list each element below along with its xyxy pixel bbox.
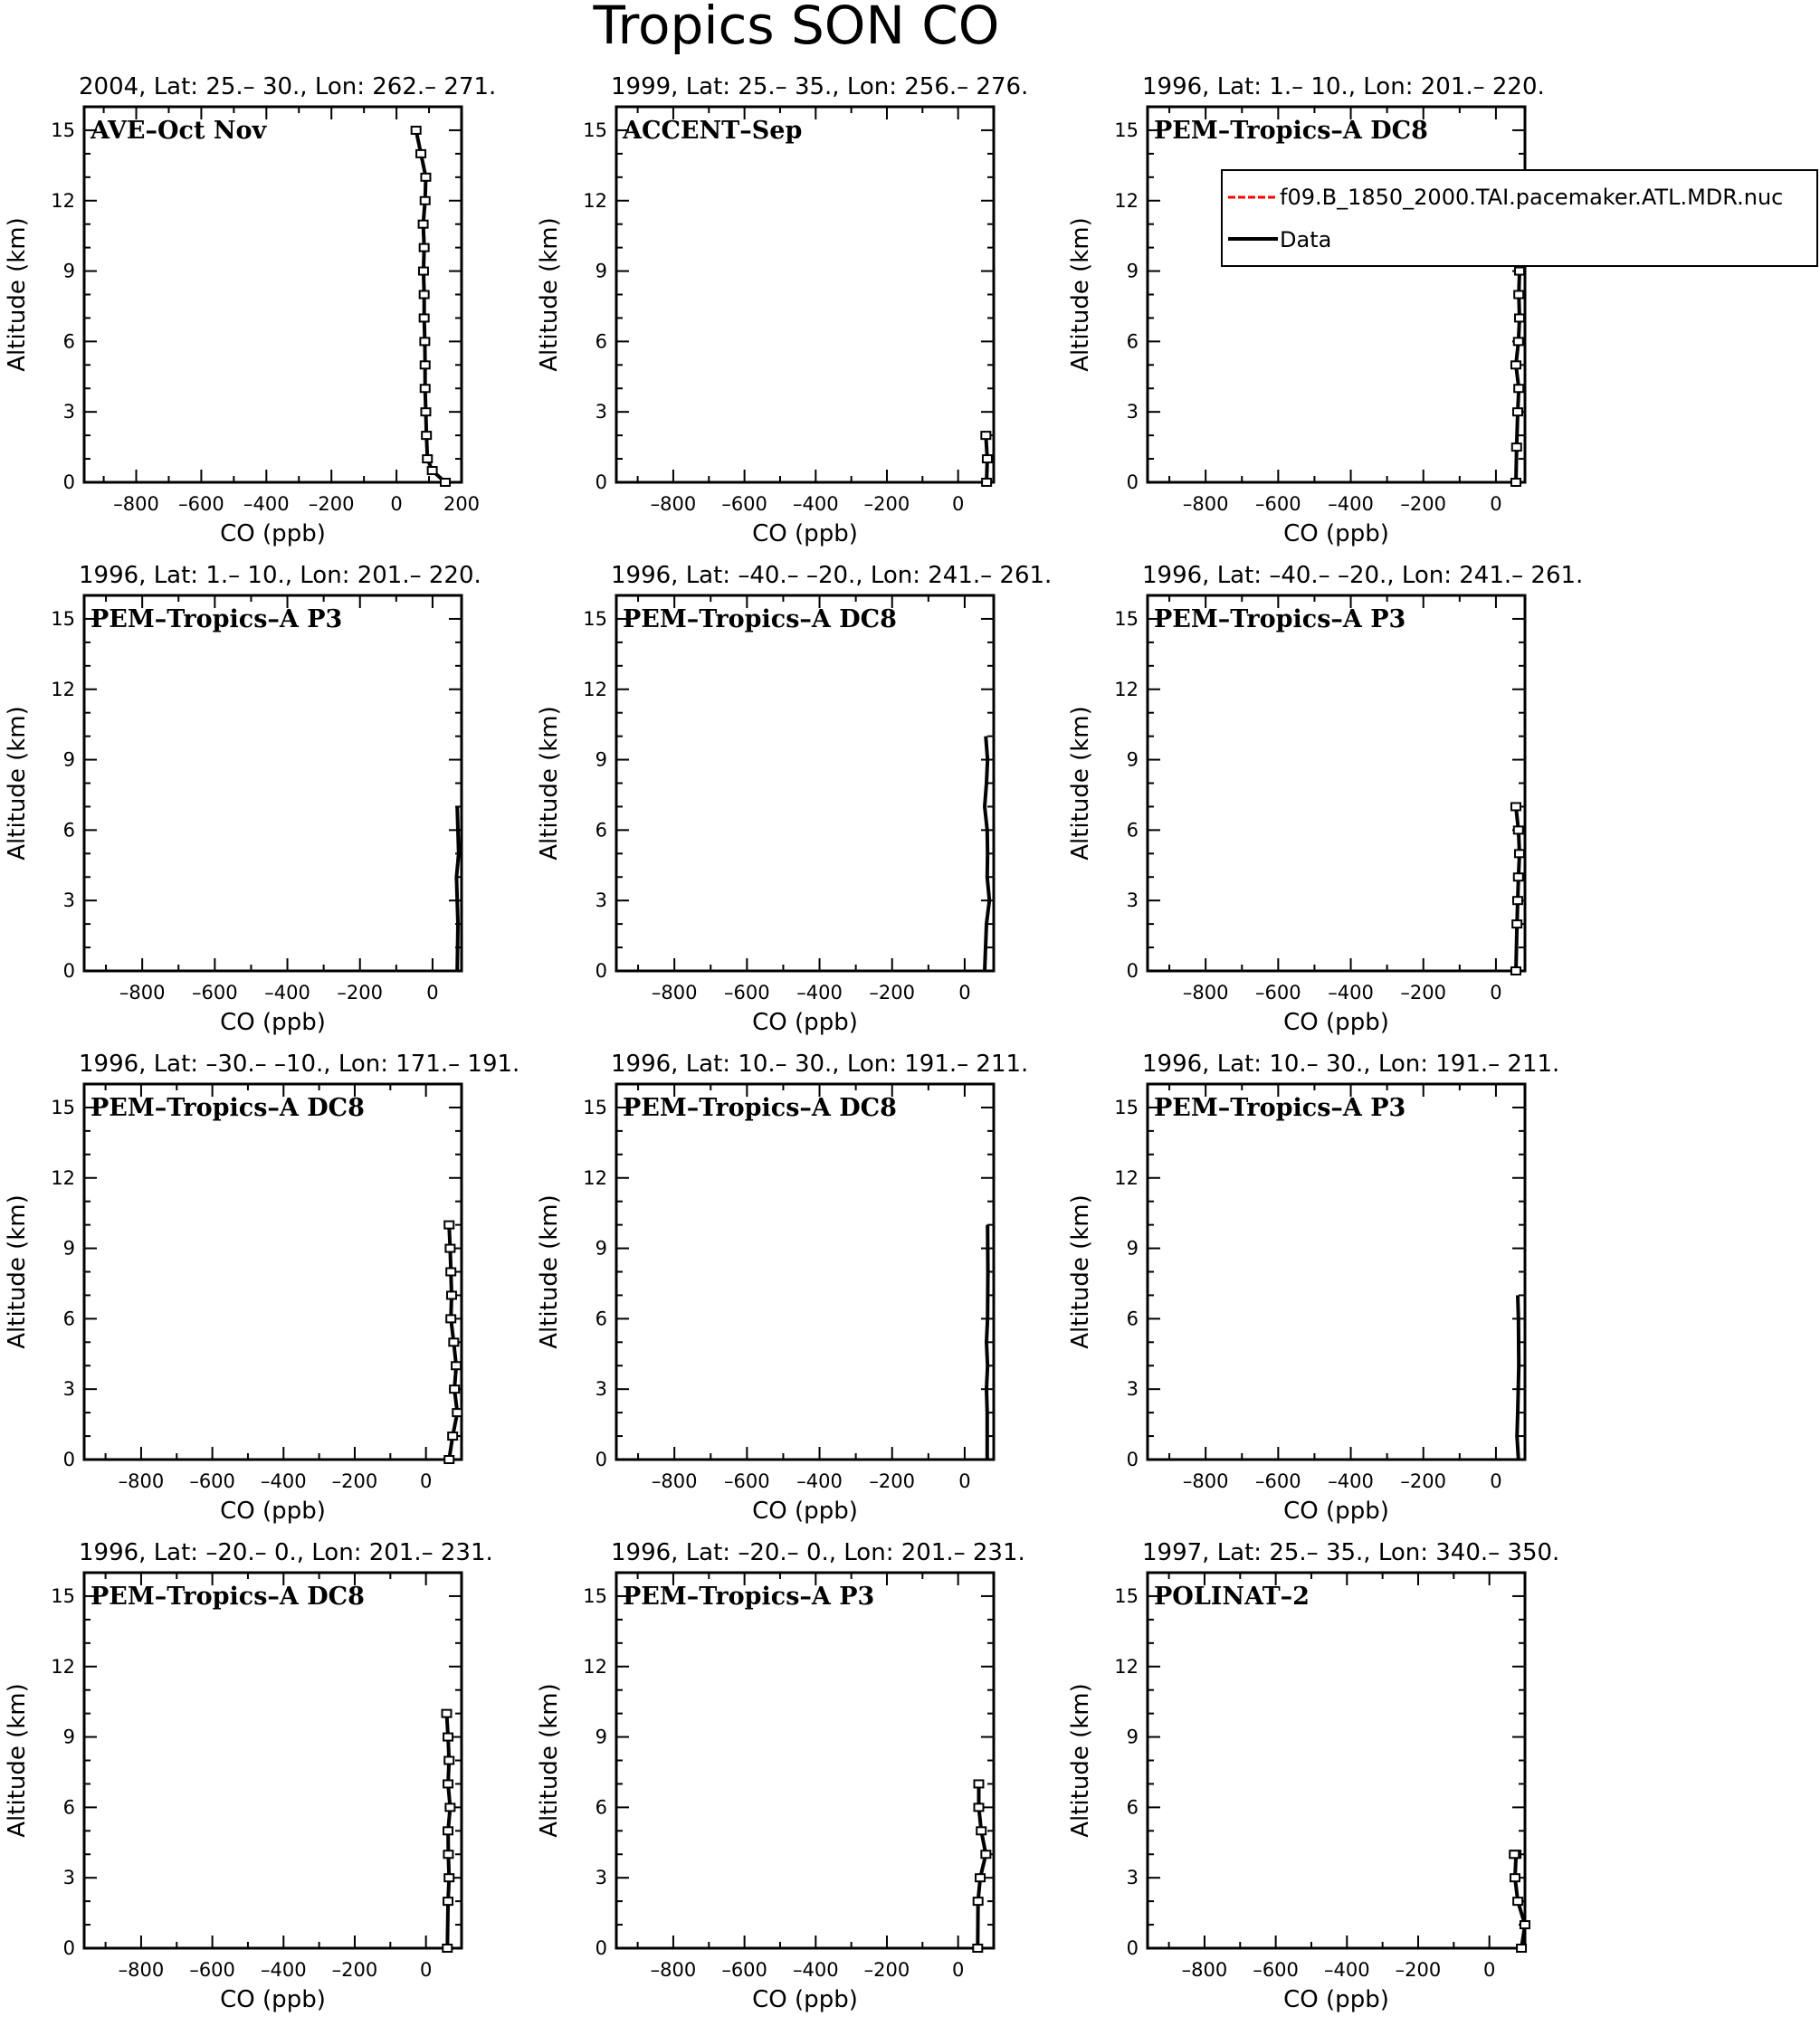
y-tick-label: 6: [595, 1308, 607, 1330]
x-tick-label: 0: [1490, 982, 1502, 1003]
x-tick-label: –600: [192, 982, 238, 1003]
y-tick-label: 6: [62, 1796, 75, 1819]
data-point: [1515, 314, 1524, 321]
y-tick-label: 12: [1114, 1655, 1139, 1678]
data-point: [446, 1315, 455, 1322]
y-tick-label: 6: [1126, 1796, 1139, 1819]
x-axis-label: CO (ppb): [220, 1498, 326, 1525]
panel-header: 1996, Lat: 10.– 30., Lon: 191.– 211.: [611, 1051, 1029, 1078]
y-axis-label: Altitude (km): [536, 217, 563, 372]
y-axis-label: Altitude (km): [536, 1683, 563, 1838]
data-point: [1513, 1898, 1522, 1905]
y-axis-label: Altitude (km): [1067, 706, 1094, 861]
data-point: [981, 1850, 990, 1858]
plot-frame: [616, 1573, 994, 1948]
y-tick-label: 15: [1114, 1584, 1139, 1607]
data-point: [453, 1409, 462, 1416]
y-tick-label: 0: [1126, 960, 1139, 982]
x-tick-label: 0: [419, 1959, 433, 1981]
panel-header: 1997, Lat: 25.– 35., Lon: 340.– 350.: [1142, 1539, 1560, 1566]
data-point: [443, 1734, 453, 1741]
x-tick-label: 0: [1490, 493, 1502, 515]
data-point: [447, 1291, 456, 1298]
y-tick-label: 0: [595, 471, 607, 493]
y-tick-label: 0: [62, 960, 75, 982]
mission-label: PEM–Tropics–A DC8: [1154, 117, 1428, 145]
y-tick-label: 12: [1114, 189, 1139, 212]
mission-label: PEM–Tropics–A DC8: [91, 1094, 365, 1122]
x-tick-label: –400: [1324, 1959, 1370, 1981]
data-point: [974, 1780, 983, 1787]
y-tick-label: 12: [51, 678, 75, 700]
x-tick-label: –400: [264, 982, 310, 1003]
data-point: [1520, 1921, 1529, 1928]
mission-label: POLINAT–2: [1154, 1583, 1310, 1611]
data-point: [448, 1432, 457, 1440]
y-axis-label: Altitude (km): [1067, 1194, 1094, 1349]
data-point: [1511, 803, 1520, 810]
data-point: [446, 1269, 455, 1276]
data-point: [412, 127, 421, 134]
x-tick-label: –800: [1182, 493, 1229, 515]
data-point: [442, 1710, 451, 1717]
y-tick-label: 3: [1126, 889, 1139, 912]
data-point: [420, 291, 429, 299]
x-tick-label: 0: [390, 493, 403, 515]
y-tick-label: 6: [62, 330, 75, 353]
y-tick-label: 6: [1126, 330, 1139, 353]
data-point: [419, 268, 428, 275]
data-point: [443, 1850, 453, 1858]
x-tick-label: –200: [863, 493, 910, 515]
panel: [4, 1051, 519, 1525]
y-tick-label: 12: [583, 1655, 607, 1678]
data-point: [420, 314, 429, 321]
data-profile-line: [456, 806, 458, 971]
y-tick-label: 15: [1114, 119, 1139, 141]
x-tick-label: –600: [721, 493, 767, 515]
x-tick-label: –200: [1400, 1470, 1447, 1492]
x-axis-label: CO (ppb): [1283, 1986, 1389, 2013]
plot-frame: [84, 595, 462, 971]
x-tick-label: –400: [793, 1959, 839, 1981]
y-tick-label: 3: [62, 401, 75, 423]
data-point: [973, 1945, 982, 1952]
data-point: [982, 479, 991, 486]
y-tick-label: 9: [1126, 1726, 1139, 1748]
panel-header: 2004, Lat: 25.– 30., Lon: 262.– 271.: [79, 73, 497, 100]
y-tick-label: 6: [595, 330, 607, 353]
data-point: [444, 1757, 453, 1764]
data-point: [444, 1456, 453, 1463]
y-axis-label: Altitude (km): [4, 1683, 31, 1838]
data-point: [421, 408, 430, 415]
plot-frame: [1148, 1084, 1525, 1460]
data-point: [1510, 1850, 1519, 1858]
y-tick-label: 15: [51, 1096, 75, 1118]
data-profile-line: [1517, 1295, 1519, 1460]
x-tick-label: –800: [119, 982, 166, 1003]
x-tick-label: –800: [1182, 1470, 1229, 1492]
x-axis-label: CO (ppb): [1283, 1009, 1389, 1036]
y-tick-label: 0: [1126, 471, 1139, 493]
data-point: [1514, 826, 1523, 833]
x-tick-label: –800: [1182, 982, 1229, 1003]
y-tick-label: 9: [62, 1726, 75, 1748]
x-tick-label: –800: [118, 1470, 165, 1492]
x-axis-label: CO (ppb): [1283, 520, 1389, 547]
x-tick-label: –600: [1255, 1470, 1301, 1492]
data-point: [445, 1245, 454, 1252]
data-point: [445, 1803, 454, 1811]
figure-title: Tropics SON CO: [593, 0, 1000, 56]
panel: [1067, 73, 1545, 547]
x-tick-label: –800: [1181, 1959, 1228, 1981]
data-point: [450, 1385, 459, 1393]
x-axis-label: CO (ppb): [752, 1986, 858, 2013]
x-tick-label: 0: [419, 1470, 433, 1492]
x-tick-label: –200: [331, 1470, 378, 1492]
x-tick-label: –200: [1395, 1959, 1442, 1981]
panel: [4, 562, 481, 1036]
mission-label: ACCENT–Sep: [623, 117, 803, 145]
y-tick-label: 15: [1114, 1096, 1139, 1118]
data-point: [1517, 1945, 1526, 1952]
y-tick-label: 0: [62, 1937, 75, 1959]
panel: [536, 1539, 1025, 2013]
y-tick-label: 9: [62, 260, 75, 282]
x-tick-label: 200: [443, 493, 481, 515]
x-tick-label: –800: [650, 1959, 697, 1981]
data-point: [977, 1827, 986, 1834]
x-tick-label: –200: [337, 982, 384, 1003]
data-point: [1513, 897, 1522, 904]
data-point: [443, 1898, 453, 1905]
panel-header: 1996, Lat: –40.– –20., Lon: 241.– 261.: [611, 562, 1053, 589]
data-profile-line: [416, 130, 445, 482]
y-axis-label: Altitude (km): [1067, 217, 1094, 372]
data-point: [421, 197, 430, 205]
y-tick-label: 3: [595, 889, 607, 912]
y-tick-label: 15: [51, 607, 75, 630]
data-point: [441, 479, 450, 486]
y-tick-label: 15: [1114, 607, 1139, 630]
y-tick-label: 0: [62, 1449, 75, 1470]
data-point: [974, 1803, 983, 1811]
y-tick-label: 3: [595, 401, 607, 423]
plot-frame: [616, 595, 994, 971]
y-axis-label: Altitude (km): [4, 217, 31, 372]
data-point: [983, 455, 992, 462]
panel-header: 1996, Lat: 1.– 10., Lon: 201.– 220.: [79, 562, 481, 589]
plot-frame: [616, 1084, 994, 1460]
y-tick-label: 9: [62, 748, 75, 771]
y-tick-label: 3: [595, 1867, 607, 1889]
x-tick-label: –800: [651, 982, 698, 1003]
x-tick-label: –400: [796, 982, 843, 1003]
x-tick-label: –200: [1400, 982, 1447, 1003]
mission-label: PEM–Tropics–A DC8: [623, 605, 897, 633]
panel: [1067, 1539, 1559, 2013]
y-axis-label: Altitude (km): [1067, 1683, 1094, 1838]
x-tick-label: –200: [869, 1470, 916, 1492]
data-point: [420, 244, 429, 252]
panel-header: 1996, Lat: –40.– –20., Lon: 241.– 261.: [1142, 562, 1584, 589]
legend-label-data: Data: [1280, 227, 1332, 252]
panel-header: 1996, Lat: –20.– 0., Lon: 201.– 231.: [611, 1539, 1025, 1566]
data-point: [1514, 291, 1523, 299]
panel-header: 1996, Lat: –30.– –10., Lon: 171.– 191.: [79, 1051, 520, 1078]
x-axis-label: CO (ppb): [752, 1498, 858, 1525]
y-tick-label: 0: [595, 1937, 607, 1959]
data-point: [1511, 967, 1520, 975]
data-point: [443, 1780, 453, 1787]
data-point: [449, 1338, 458, 1346]
y-tick-label: 15: [583, 119, 607, 141]
data-point: [443, 1827, 453, 1834]
data-point: [1514, 873, 1523, 880]
data-point: [419, 221, 428, 228]
y-tick-label: 9: [1126, 748, 1139, 771]
panel-grid: [4, 73, 1583, 2013]
y-tick-label: 9: [595, 260, 607, 282]
y-tick-label: 3: [1126, 401, 1139, 423]
x-tick-label: –600: [178, 493, 224, 515]
x-tick-label: –400: [261, 1470, 307, 1492]
data-point: [421, 174, 430, 181]
data-point: [1512, 920, 1521, 927]
x-tick-label: –600: [724, 982, 770, 1003]
legend-label-model: f09.B_1850_2000.TAI.pacemaker.ATL.MDR.nuc: [1280, 185, 1784, 210]
panel-header: 1996, Lat: –20.– 0., Lon: 201.– 231.: [79, 1539, 493, 1566]
y-tick-label: 12: [1114, 678, 1139, 700]
panel-header: 1996, Lat: 10.– 30., Lon: 191.– 211.: [1142, 1051, 1560, 1078]
y-axis-label: Altitude (km): [4, 706, 31, 861]
plot-frame: [84, 107, 462, 482]
y-tick-label: 6: [1126, 1308, 1139, 1330]
y-tick-label: 15: [51, 1584, 75, 1607]
y-tick-label: 9: [595, 1726, 607, 1748]
x-tick-label: –400: [1328, 1470, 1374, 1492]
x-tick-label: –600: [189, 1959, 235, 1981]
panel-header: 1999, Lat: 25.– 35., Lon: 256.– 276.: [611, 73, 1029, 100]
mission-label: PEM–Tropics–A P3: [623, 1583, 875, 1611]
x-axis-label: CO (ppb): [752, 1009, 858, 1036]
plot-frame: [84, 1573, 462, 1948]
mission-label: PEM–Tropics–A P3: [91, 605, 343, 633]
y-tick-label: 6: [1126, 819, 1139, 842]
x-tick-label: –200: [308, 493, 355, 515]
y-tick-label: 15: [583, 607, 607, 630]
y-tick-label: 9: [62, 1237, 75, 1260]
panel: [536, 562, 1052, 1036]
y-tick-label: 3: [595, 1378, 607, 1401]
y-tick-label: 6: [595, 819, 607, 842]
y-tick-label: 15: [583, 1096, 607, 1118]
x-axis-label: CO (ppb): [220, 1986, 326, 2013]
plot-frame: [1148, 107, 1525, 482]
data-profile-line: [986, 1225, 988, 1460]
y-tick-label: 12: [51, 189, 75, 212]
data-point: [421, 361, 430, 368]
data-point: [1515, 268, 1524, 275]
y-tick-label: 9: [595, 1237, 607, 1260]
y-tick-label: 15: [51, 119, 75, 141]
data-point: [1514, 385, 1523, 392]
x-tick-label: –200: [863, 1959, 910, 1981]
panel: [4, 73, 496, 547]
data-point: [428, 467, 437, 474]
y-tick-label: 0: [62, 471, 75, 493]
x-axis-label: CO (ppb): [1283, 1498, 1389, 1525]
y-axis-label: Altitude (km): [536, 1194, 563, 1349]
plot-frame: [1148, 1573, 1525, 1948]
y-tick-label: 0: [595, 1449, 607, 1470]
panel: [4, 1539, 493, 2013]
x-tick-label: 0: [1490, 1470, 1502, 1492]
y-tick-label: 6: [62, 1308, 75, 1330]
data-point: [1511, 361, 1520, 368]
y-tick-label: 9: [1126, 1237, 1139, 1260]
x-tick-label: –200: [1400, 493, 1447, 515]
data-point: [444, 1874, 453, 1881]
y-tick-label: 6: [62, 819, 75, 842]
x-tick-label: 0: [1482, 1959, 1496, 1981]
data-point: [1514, 338, 1523, 345]
data-point: [1510, 1874, 1520, 1881]
panel: [1067, 1051, 1559, 1525]
data-point: [420, 338, 429, 345]
y-tick-label: 3: [62, 1867, 75, 1889]
mission-label: PEM–Tropics–A P3: [1154, 1094, 1406, 1122]
data-point: [976, 1874, 985, 1881]
data-point: [981, 432, 990, 439]
data-point: [452, 1362, 461, 1369]
y-tick-label: 12: [51, 1655, 75, 1678]
y-tick-label: 0: [1126, 1449, 1139, 1470]
y-tick-label: 0: [1126, 1937, 1139, 1959]
x-tick-label: –800: [650, 493, 697, 515]
plot-frame: [84, 1084, 462, 1460]
y-tick-label: 9: [595, 748, 607, 771]
data-point: [1512, 443, 1521, 451]
x-tick-label: 0: [951, 493, 965, 515]
x-tick-label: –600: [1253, 1959, 1299, 1981]
panel-header: 1996, Lat: 1.– 10., Lon: 201.– 220.: [1142, 73, 1545, 100]
x-tick-label: 0: [958, 982, 971, 1003]
x-tick-label: 0: [426, 982, 439, 1003]
y-tick-label: 12: [583, 189, 607, 212]
y-tick-label: 12: [51, 1166, 75, 1189]
y-tick-label: 3: [62, 889, 75, 912]
mission-label: PEM–Tropics–A DC8: [91, 1583, 365, 1611]
x-tick-label: –200: [331, 1959, 378, 1981]
x-axis-label: CO (ppb): [752, 520, 858, 547]
x-tick-label: –400: [1328, 982, 1374, 1003]
data-point: [421, 385, 430, 392]
y-tick-label: 3: [62, 1378, 75, 1401]
x-tick-label: –600: [189, 1470, 235, 1492]
y-tick-label: 3: [1126, 1867, 1139, 1889]
plot-frame: [1148, 595, 1525, 971]
x-tick-label: –400: [1328, 493, 1374, 515]
x-tick-label: 0: [951, 1959, 965, 1981]
y-tick-label: 6: [595, 1796, 607, 1819]
y-tick-label: 9: [1126, 260, 1139, 282]
data-point: [443, 1945, 452, 1952]
y-tick-label: 12: [1114, 1166, 1139, 1189]
y-tick-label: 15: [583, 1584, 607, 1607]
legend: [1222, 170, 1817, 266]
x-tick-label: –400: [793, 493, 839, 515]
y-tick-label: 12: [583, 678, 607, 700]
data-point: [974, 1898, 983, 1905]
x-axis-label: CO (ppb): [220, 1009, 326, 1036]
x-tick-label: –200: [869, 982, 916, 1003]
y-axis-label: Altitude (km): [536, 706, 563, 861]
panel: [536, 1051, 1028, 1525]
data-point: [1511, 479, 1520, 486]
x-tick-label: –400: [796, 1470, 843, 1492]
y-tick-label: 3: [1126, 1378, 1139, 1401]
x-tick-label: –800: [651, 1470, 698, 1492]
plot-frame: [616, 107, 994, 482]
y-axis-label: Altitude (km): [4, 1194, 31, 1349]
x-tick-label: –400: [243, 493, 290, 515]
data-point: [422, 432, 431, 439]
x-tick-label: –400: [261, 1959, 307, 1981]
data-profile-line: [985, 737, 989, 971]
x-tick-label: –600: [721, 1959, 767, 1981]
mission-label: PEM–Tropics–A DC8: [623, 1094, 897, 1122]
panel: [1067, 562, 1583, 1036]
x-tick-label: –600: [1255, 493, 1301, 515]
mission-label: PEM–Tropics–A P3: [1154, 605, 1406, 633]
data-point: [444, 1222, 453, 1229]
x-tick-label: 0: [958, 1470, 971, 1492]
x-tick-label: –600: [1255, 982, 1301, 1003]
data-point: [423, 455, 432, 462]
y-tick-label: 12: [583, 1166, 607, 1189]
x-tick-label: –800: [113, 493, 159, 515]
y-tick-label: 0: [595, 960, 607, 982]
data-point: [416, 150, 425, 157]
panel: [536, 73, 1028, 547]
x-tick-label: –600: [724, 1470, 770, 1492]
x-tick-label: –800: [118, 1959, 165, 1981]
data-point: [1515, 850, 1524, 857]
mission-label: AVE–Oct Nov: [91, 117, 267, 145]
x-axis-label: CO (ppb): [220, 520, 326, 547]
data-point: [1513, 408, 1522, 415]
